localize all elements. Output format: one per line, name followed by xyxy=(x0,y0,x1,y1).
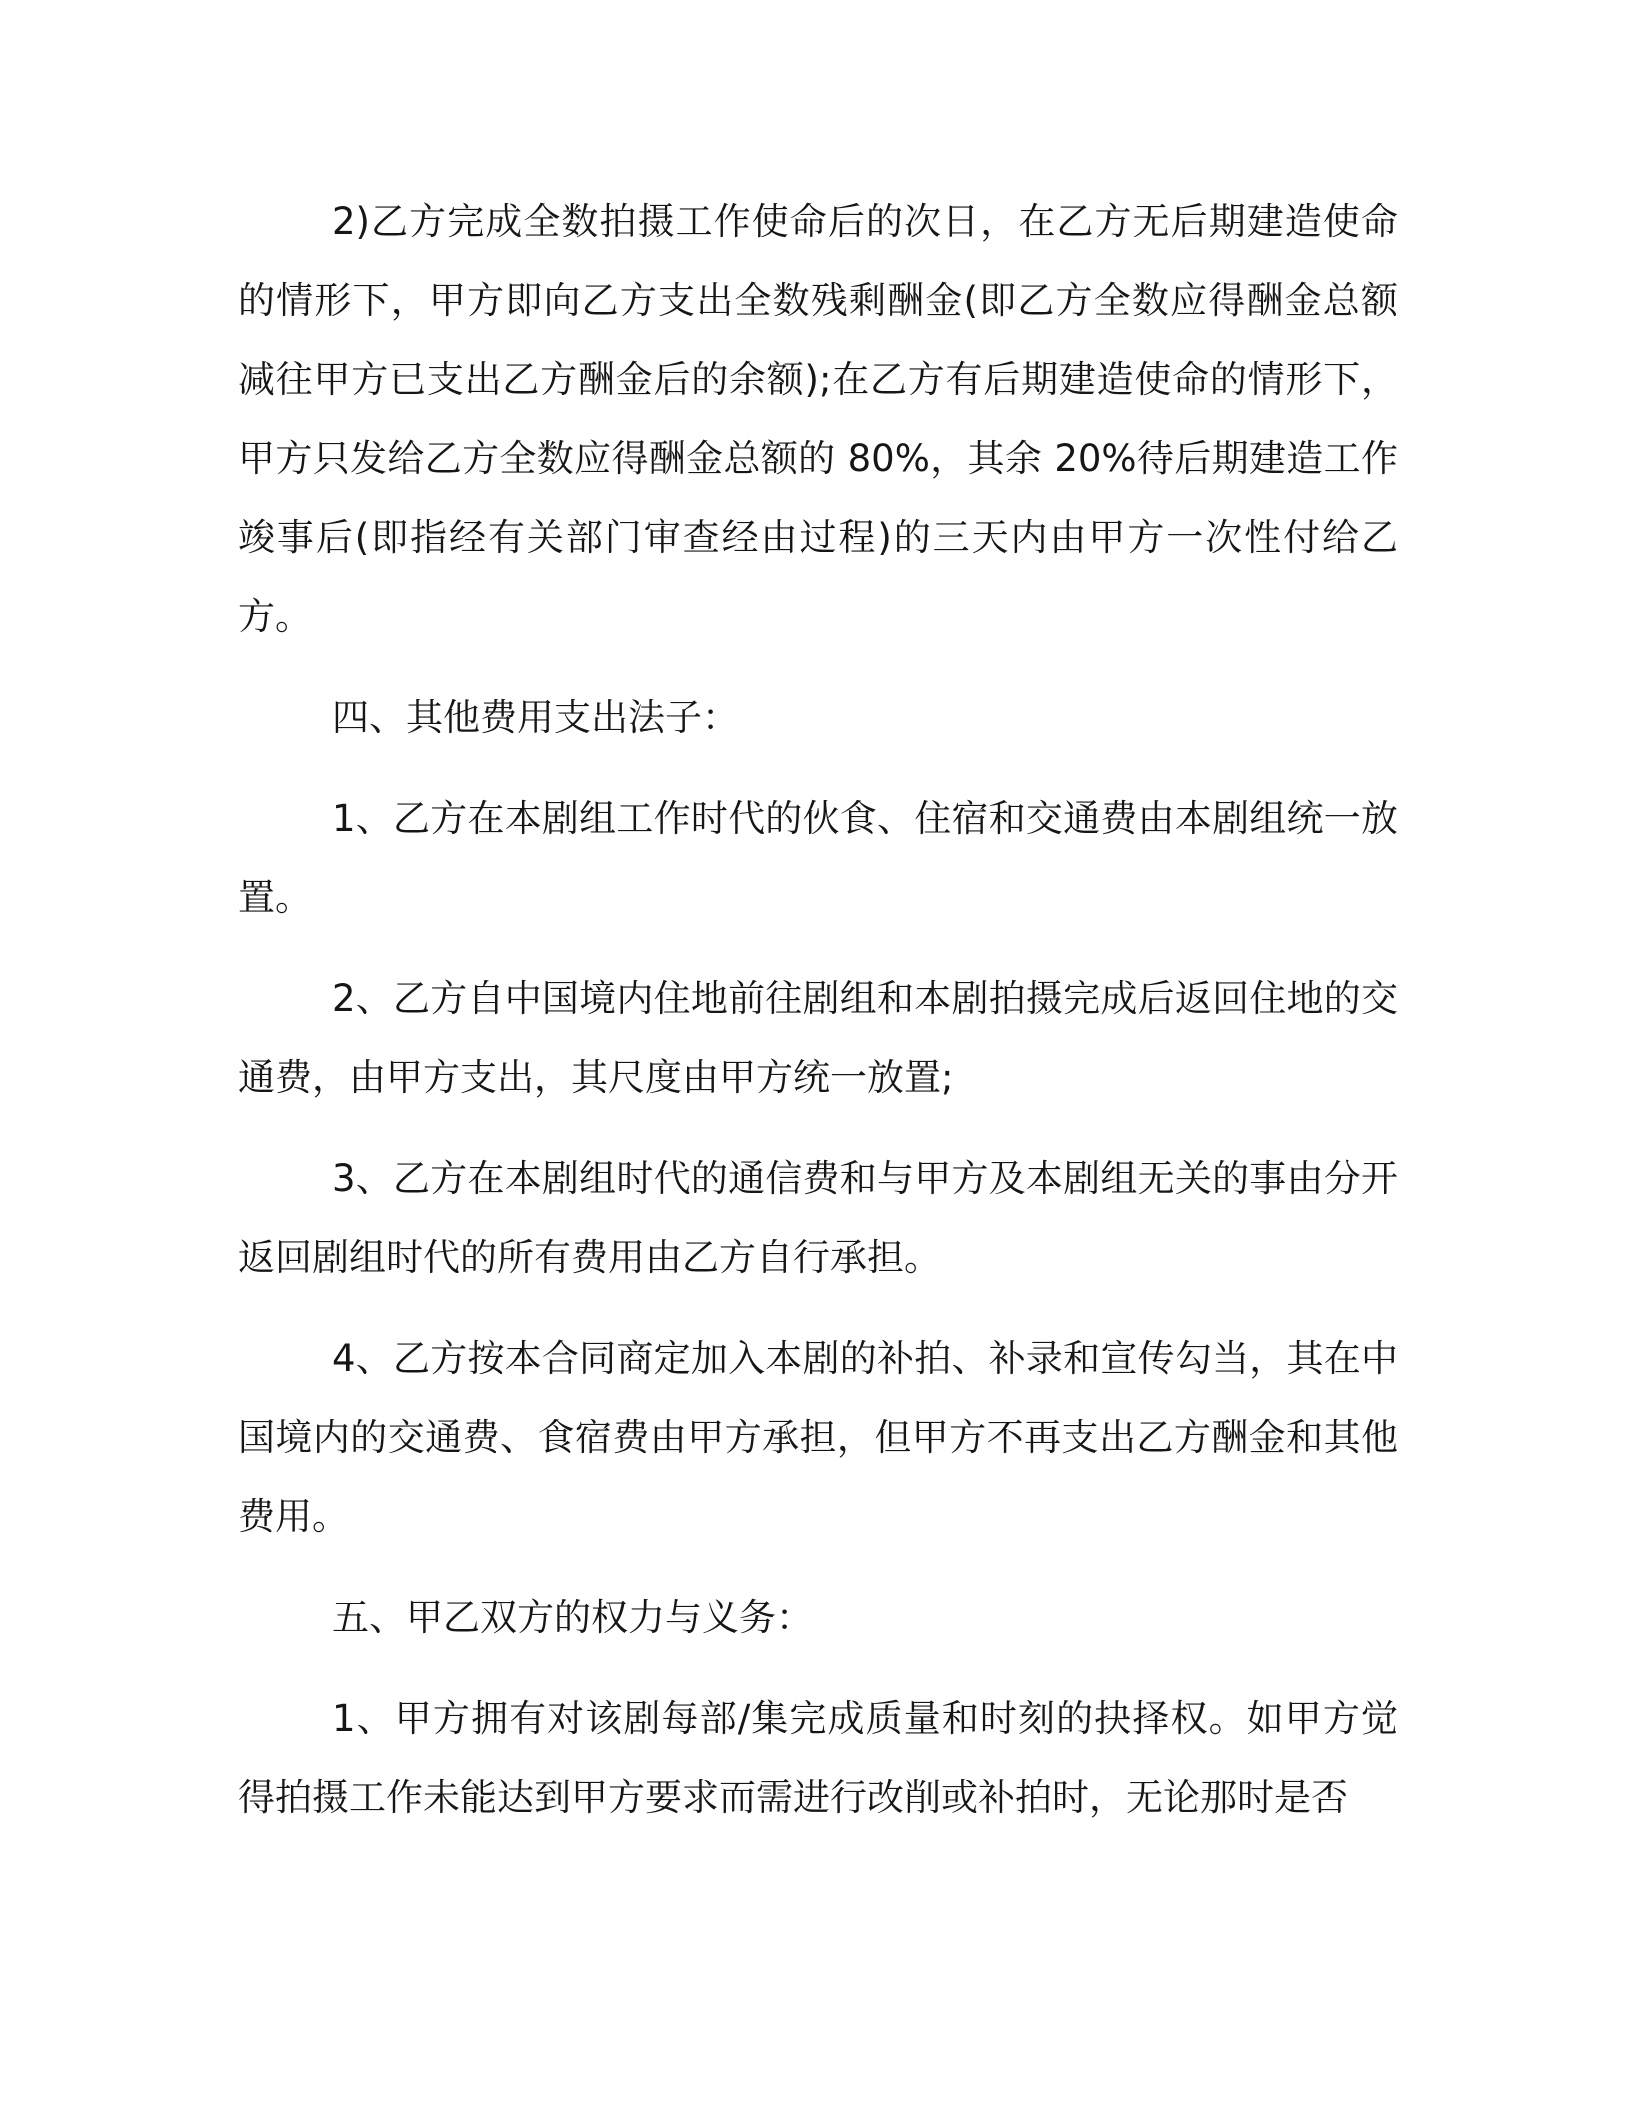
paragraph-communication-costs: 3、乙方在本剧组时代的通信费和与甲方及本剧组无关的事由分开返回剧组时代的所有费用由乙方自行承担。 xyxy=(238,1157,1398,1279)
paragraph-quality-decision-right: 1、甲方拥有对该剧每部/集完成质量和时刻的抉择权。如甲方觉得拍摄工作未能达到甲方要求而需进行改削或补拍时，无论那时是否 xyxy=(238,1697,1398,1819)
section-heading-other-expenses: 四、其他费用支出法子： xyxy=(332,696,739,739)
paragraph-meals-lodging: 1、乙方在本剧组工作时代的伙食、住宿和交通费由本剧组统一放置。 xyxy=(238,797,1398,919)
paragraph-reshoot-expenses: 4、乙方按本合同商定加入本剧的补拍、补录和宣传勾当，其在中国境内的交通费、食宿费由甲方承担，但甲方不再支出乙方酬金和其他费用。 xyxy=(238,1337,1398,1538)
paragraph-travel-expenses: 2、乙方自中国境内住地前往剧组和本剧拍摄完成后返回住地的交通费，由甲方支出，其尺度由甲方统一放置; xyxy=(238,977,1398,1099)
section-heading-rights-obligations: 五、甲乙双方的权力与义务： xyxy=(332,1596,813,1639)
document-body xyxy=(238,182,1398,1837)
paragraph-final-payment: 2)乙方完成全数拍摄工作使命后的次日，在乙方无后期建造使命的情形下，甲方即向乙方支出全数残剩酬金(即乙方全数应得酬金总额减往甲方已支出乙方酬金后的余额);在乙方有后期建造使命的情形下，甲方只发给乙方全数应得酬金总额的 80%，其余 20%待后期建造工作竣事后(即指经有关部门审查经由过程)的三天内由甲方一次性付给乙方。 xyxy=(238,200,1398,638)
